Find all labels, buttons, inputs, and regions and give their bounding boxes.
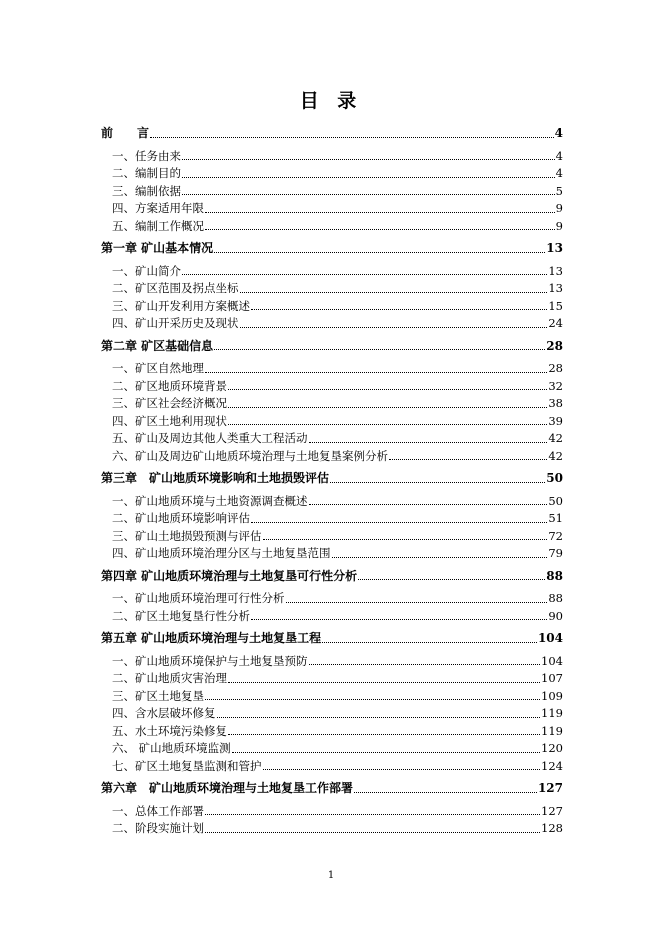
toc-entry-page: 28 [548,361,563,375]
toc-entry-label: 一、矿山地质环境与土地资源调查概述 [112,493,308,508]
toc-section-entry[interactable] [101,688,563,706]
toc-entry-label: 前 言 [101,126,150,140]
toc-entry-page: 104 [541,653,563,668]
toc-entry-page: 28 [546,338,563,353]
toc-entry-label: 一、任务由来 [112,148,181,163]
toc-chapter-entry[interactable] [101,780,563,798]
toc-entry-label: 二、编制目的 [112,166,181,180]
toc-section-entry[interactable] [101,263,563,281]
toc-leader-dots [228,423,547,425]
toc-entry-page: 90 [548,608,563,623]
toc-section-entry[interactable] [101,758,563,776]
toc-entry-label: 二、矿山地质灾害治理 [112,671,227,685]
toc-entry-page: 50 [548,493,563,508]
toc-entry-label: 二、矿区范围及拐点坐标 [112,281,239,295]
toc-leader-dots [228,406,547,408]
toc-section-entry[interactable] [101,413,563,431]
toc-entry-label: 二、矿区地质环境背景 [112,378,227,393]
toc-entry-page: 51 [548,511,563,525]
toc-entry-page: 9 [555,201,563,215]
toc-entry-page: 119 [541,723,563,738]
toc-entry-label: 一、矿区自然地理 [112,361,204,375]
toc-section-entry[interactable] [101,510,563,528]
toc-leader-dots [240,326,548,328]
toc-entry-page: 9 [555,218,563,233]
toc-entry-page: 104 [537,631,563,645]
toc-entry-label: 一、总体工作部署 [112,803,204,818]
toc-entry-page: 120 [541,741,563,755]
toc-entry-page: 42 [548,431,563,445]
toc-section-entry[interactable] [101,378,563,396]
toc-entry-label: 五、编制工作概况 [112,218,204,233]
toc-section-entry[interactable] [101,528,563,546]
toc-leader-dots [263,538,548,540]
toc-entry-label: 第三章 矿山地质环境影响和土地损毁评估 [101,471,330,485]
toc-leader-dots [232,751,540,753]
toc-section-entry[interactable] [101,590,563,608]
toc-section-entry[interactable] [101,218,563,236]
toc-section-entry[interactable] [101,820,563,838]
toc-chapter-entry[interactable] [101,470,563,488]
toc-entry-page: 4 [555,148,563,163]
toc-chapter-entry[interactable] [101,338,563,356]
toc-leader-dots [182,273,547,275]
toc-leader-dots [182,176,555,178]
toc-entry-page: 50 [546,471,563,485]
toc-entry-page: 32 [548,378,563,393]
toc-section-entry[interactable] [101,395,563,413]
toc-entry-label: 三、矿山开发利用方案概述 [112,298,250,313]
toc-entry-label: 三、编制依据 [112,183,181,198]
toc-entry-label: 七、矿区土地复垦监测和管护 [112,758,262,773]
toc-entry-label: 六、 矿山地质环境监测 [112,741,231,755]
toc-entry-page: 88 [548,591,563,605]
toc-entry-page: 88 [546,568,563,583]
toc-leader-dots [332,556,548,558]
toc-entry-page: 4 [554,126,563,140]
toc-leader-dots [330,481,545,483]
toc-entry-page: 13 [548,281,563,295]
toc-entry-label: 五、水土环境污染修复 [112,723,227,738]
toc-section-entry[interactable] [101,298,563,316]
toc-leader-dots [205,211,555,213]
toc-entry-label: 四、矿山地质环境治理分区与土地复垦范围 [112,546,331,560]
toc-section-entry[interactable] [101,280,563,298]
toc-leader-dots [150,136,554,138]
toc-entry-label: 第五章 矿山地质环境治理与土地复垦工程 [101,631,322,645]
toc-entry-page: 38 [548,396,563,410]
toc-entry-label: 第一章 矿山基本情况 [101,241,214,255]
toc-entry-page: 128 [541,821,563,835]
toc-leader-dots [251,308,547,310]
toc-entry-page: 72 [548,528,563,543]
toc-section-entry[interactable] [101,183,563,201]
toc-entry-page: 39 [548,413,563,428]
toc-entry-page: 79 [548,546,563,560]
toc-entry-label: 二、矿区土地复垦行性分析 [112,608,250,623]
toc-section-entry[interactable] [101,430,563,448]
toc-section-entry[interactable] [101,670,563,688]
toc-section-entry[interactable] [101,653,563,671]
toc-leader-dots [228,388,547,390]
toc-entry-label: 四、矿区土地利用现状 [112,413,227,428]
toc-leader-dots [182,193,555,195]
toc-section-entry[interactable] [101,723,563,741]
toc-entry-label: 第二章 矿区基础信息 [101,338,214,353]
toc-entry-page: 24 [548,316,563,330]
toc-leader-dots [263,768,541,770]
toc-leader-dots [228,733,540,735]
toc-leader-dots [358,578,545,580]
toc-leader-dots [240,291,548,293]
toc-leader-dots [214,251,545,253]
toc-entry-label: 二、阶段实施计划 [112,821,204,835]
toc-leader-dots [182,158,555,160]
toc-entry-page: 124 [541,758,563,773]
toc-entry-label: 二、矿山地质环境影响评估 [112,511,250,525]
toc-leader-dots [205,698,540,700]
page-title: 目 录 [299,90,363,112]
toc-entry-page: 5 [555,183,563,198]
toc-entry-label: 四、方案适用年限 [112,201,204,215]
toc-leader-dots [309,503,548,505]
toc-entry-page: 119 [541,706,563,720]
table-of-contents [101,120,563,838]
page-number: 1 [327,870,335,881]
toc-section-entry[interactable] [101,705,563,723]
toc-leader-dots [228,681,540,683]
toc-entry-page: 13 [546,241,563,255]
toc-entry-page: 42 [548,448,563,463]
toc-entry-label: 一、矿山简介 [112,263,181,278]
toc-entry-page: 15 [548,298,563,313]
toc-leader-dots [217,716,541,718]
toc-section-entry[interactable] [101,740,563,758]
toc-section-entry[interactable] [101,545,563,563]
toc-entry-page: 109 [541,688,563,703]
toc-entry-label: 六、矿山及周边矿山地质环境治理与土地复垦案例分析 [112,448,388,463]
toc-leader-dots [205,813,540,815]
toc-leader-dots [322,641,537,643]
toc-section-entry[interactable] [101,200,563,218]
toc-entry-page: 4 [555,166,563,180]
toc-entry-label: 三、矿区土地复垦 [112,688,204,703]
toc-entry-label: 五、矿山及周边其他人类重大工程活动 [112,431,308,445]
toc-entry-label: 四、含水层破坏修复 [112,706,216,720]
toc-leader-dots [251,618,547,620]
toc-entry-page: 127 [537,781,563,795]
toc-section-entry[interactable] [101,493,563,511]
toc-section-entry[interactable] [101,803,563,821]
toc-entry-page: 127 [541,803,563,818]
toc-entry-label: 第四章 矿山地质环境治理与土地复垦可行性分析 [101,568,358,583]
toc-leader-dots [286,601,548,603]
toc-entry-label: 三、矿山土地损毁预测与评估 [112,528,262,543]
toc-leader-dots [205,371,547,373]
toc-entry-label: 三、矿区社会经济概况 [112,396,227,410]
toc-leader-dots [389,458,547,460]
toc-section-entry[interactable] [101,360,563,378]
toc-leader-dots [214,348,545,350]
toc-section-entry[interactable] [101,148,563,166]
toc-chapter-entry[interactable] [101,125,563,143]
toc-leader-dots [205,228,555,230]
toc-entry-page: 13 [548,263,563,278]
toc-entry-page: 107 [541,671,563,685]
toc-entry-label: 一、矿山地质环境保护与土地复垦预防 [112,653,308,668]
toc-entry-label: 四、矿山开采历史及现状 [112,316,239,330]
toc-section-entry[interactable] [101,165,563,183]
toc-leader-dots [205,831,540,833]
toc-entry-label: 一、矿山地质环境治理可行性分析 [112,591,285,605]
toc-chapter-entry[interactable] [101,630,563,648]
toc-chapter-entry[interactable] [101,240,563,258]
toc-section-entry[interactable] [101,608,563,626]
toc-leader-dots [309,663,541,665]
toc-section-entry[interactable] [101,448,563,466]
toc-leader-dots [251,521,547,523]
toc-entry-label: 第六章 矿山地质环境治理与土地复垦工作部署 [101,781,354,795]
toc-leader-dots [309,441,548,443]
toc-leader-dots [354,791,537,793]
toc-chapter-entry[interactable] [101,568,563,586]
toc-section-entry[interactable] [101,315,563,333]
